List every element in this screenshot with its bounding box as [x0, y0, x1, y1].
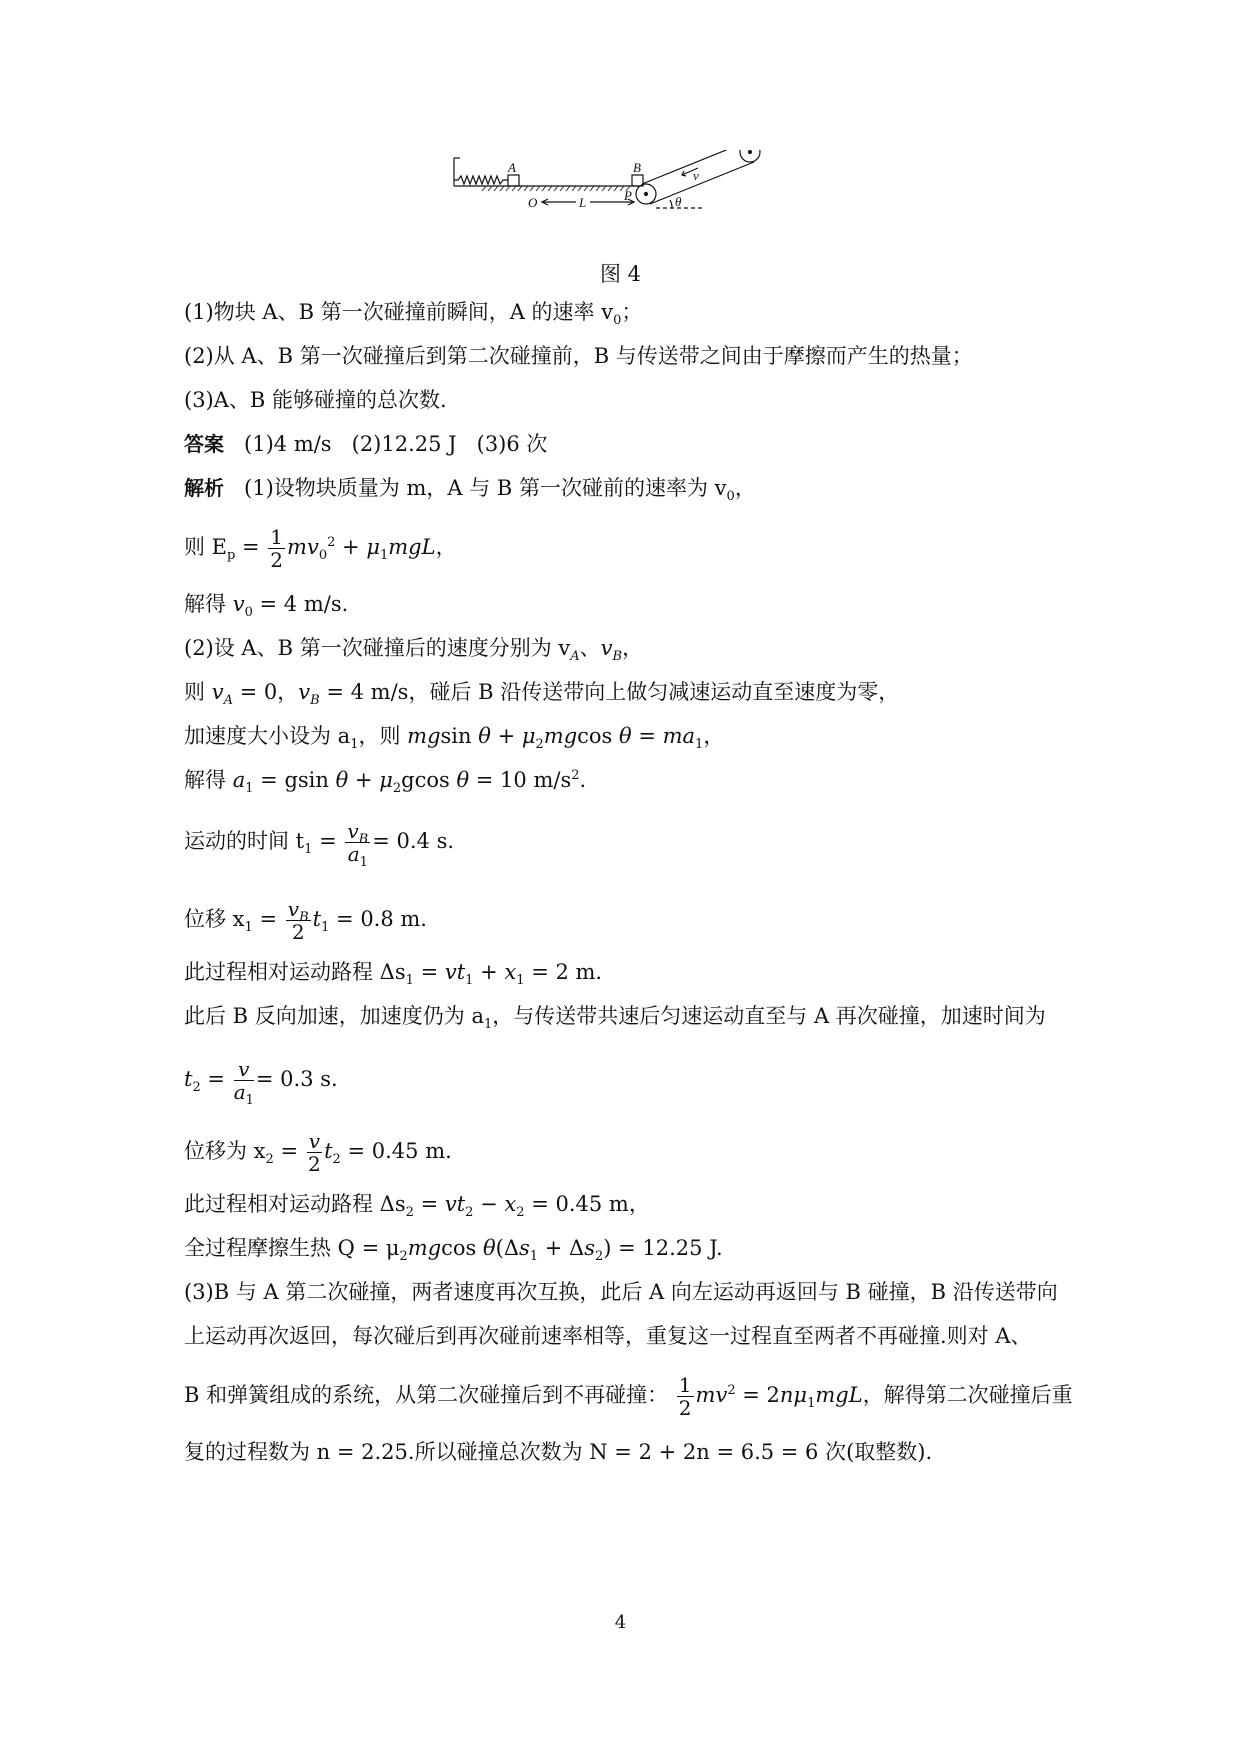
- figure-caption: 图 4: [599, 262, 642, 286]
- label-theta: θ: [675, 194, 682, 209]
- analysis-line-2: 则 $E_p$ = $\frac{1}{2}$ $mv_0^2 + \mu_1mgL$，: [184, 525, 457, 572]
- analysis-line-5: 则 $v_A = 0$，$v_B = 4$ m/s，碰后 B 沿传送带向上做匀减速运动直至速度为零，: [184, 680, 900, 709]
- analysis-line-15: 全过程摩擦生热 $Q = \mu_2mgcos$ $\theta(\Delta s_1 + \Delta s_2) = 12.25$ J.: [184, 1236, 723, 1265]
- analysis-line-4: (2)设 A、B 第一次碰撞后的速度分别为 $v_A$、$v_B$，: [184, 636, 644, 665]
- analysis-line-8: 运动的时间 $t_1$ = $\frac{v_B}{a_1}$ = 0.4 s.: [184, 819, 455, 870]
- block-a: [508, 175, 519, 186]
- label-o: O: [528, 195, 538, 210]
- analysis-line-13: 位移为 $x_2$ = $\frac{v}{2}$ $t_2 = 0.45$ m.: [184, 1129, 452, 1176]
- label-l: L: [579, 195, 587, 210]
- analysis-line-6: 加速度大小设为 $a_1$，则 mgsin $\theta + \mu_2mgcos$ $\theta = ma_1$，: [184, 724, 725, 753]
- answer-label: 答案: [184, 432, 224, 456]
- conveyor-diagram: [450, 150, 820, 245]
- analysis-line-1: 解析 (1)设物块质量为 m，A 与 B 第一次碰前的速率为 $v_0$，: [184, 476, 756, 505]
- question-3: (3)A、B 能够碰撞的总次数.: [184, 388, 447, 412]
- question-2: (2)从 A、B 第一次碰撞后到第二次碰撞前，B 与传送带之间由于摩擦而产生的热量；: [184, 344, 973, 368]
- analysis-line-11: 此后 B 反向加速，加速度仍为 $a_1$，与传送带共速后匀速运动直至与 A 再次碰撞，加速时间为: [184, 1004, 1046, 1033]
- analysis-line-9: 位移 $x_1$ = $\frac{v_B}{2}$ $t_1 = 0.8$ m.: [184, 897, 427, 944]
- analysis-label: 解析: [184, 476, 224, 500]
- label-a: A: [508, 160, 516, 175]
- page-number: 4: [614, 1612, 627, 1633]
- label-v: v: [693, 168, 699, 183]
- label-b: B: [633, 160, 641, 175]
- question-1: (1)物块 A、B 第一次碰撞前瞬间，A 的速率 $v_0$；: [184, 300, 643, 329]
- spring: [454, 176, 508, 184]
- analysis-line-17: 上运动再次返回，每次碰后到再次碰前速率相等，重复这一过程直至两者不再碰撞.则对 A、: [184, 1324, 1032, 1348]
- analysis-line-10: 此过程相对运动路程 $\Delta s_1 = vt_1 + x_1 = 2$ m.: [184, 960, 603, 989]
- analysis-line-19: 复的过程数为 n = 2.25.所以碰撞总次数为 N = 2 + 2n = 6.5 = 6 次(取整数).: [184, 1440, 933, 1464]
- label-p: P: [624, 188, 632, 203]
- analysis-line-16: (3)B 与 A 第二次碰撞，两者速度再次互换，此后 A 向左运动再返回与 B 碰撞，B 沿传送带向: [184, 1280, 1058, 1304]
- block-b: [632, 175, 643, 186]
- analysis-line-7: 解得 $a_1 = gsin$ $\theta + \mu_2gcos$ θ = 10 $m/s^2$.: [184, 768, 587, 797]
- belt-bottom: [650, 162, 754, 204]
- analysis-line-3: 解得 $v_0 = 4$ m/s.: [184, 592, 349, 621]
- analysis-line-12: $t_2$ = $\frac{v}{a_1}$ = 0.3 s.: [184, 1057, 338, 1108]
- analysis-line-14: 此过程相对运动路程 $\Delta s_2 = vt_2 - x_2 = 0.45$ m，: [184, 1192, 650, 1221]
- analysis-line-18: B 和弹簧组成的系统，从第二次碰撞后到不再碰撞： $\frac{1}{2}$ $mv^2 = 2n\mu_1mgL$，解得第二次碰撞后重: [184, 1373, 1073, 1420]
- answer-line: 答案 (1)4 m/s (2)12.25 J (3)6 次: [184, 432, 548, 456]
